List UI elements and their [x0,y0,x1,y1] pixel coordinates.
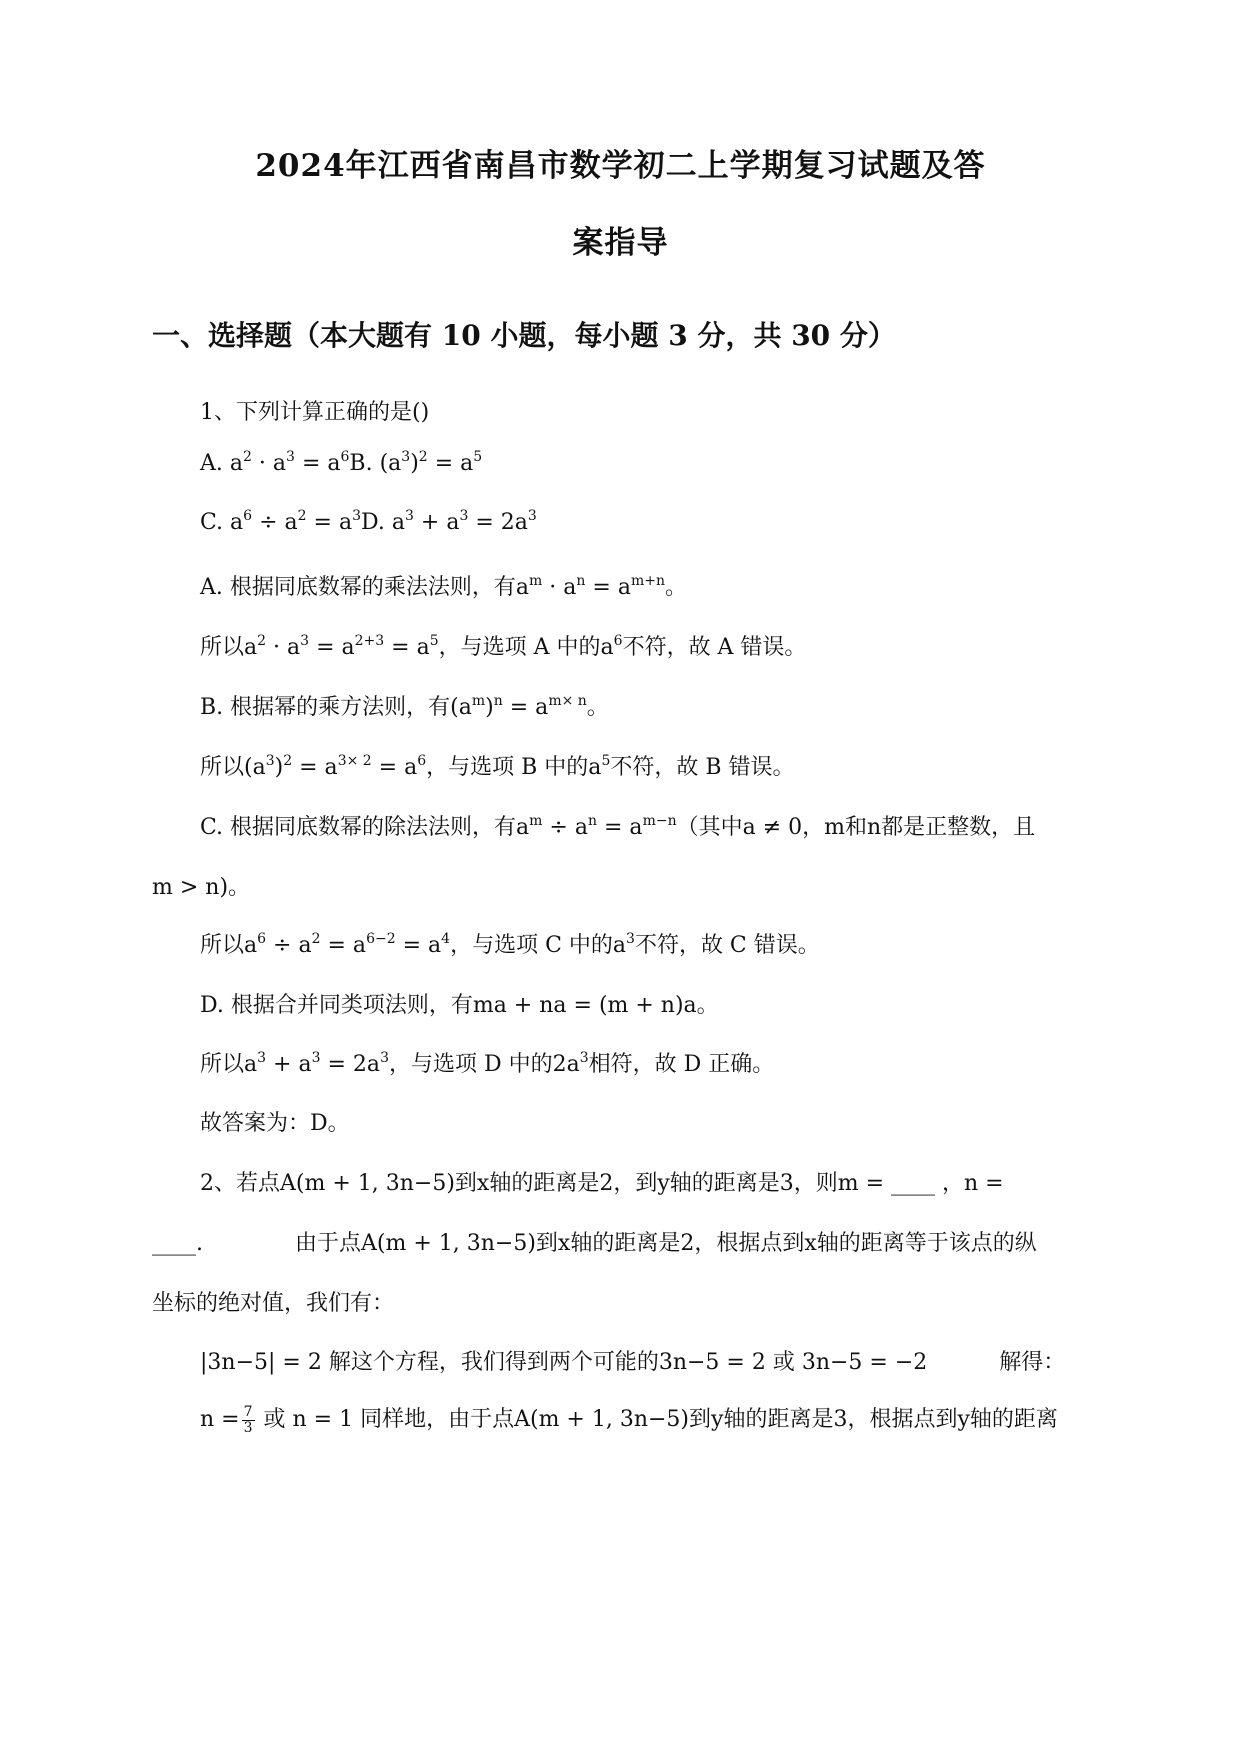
document-title-line2: 案指导 [572,225,669,261]
question-1-options-ab: A. $a^2 \cdot a^3 = a^6B$. $(a^3)^2 = a^5$ [200,449,483,476]
explain-b-result: 所以$(a^3)^2 = a^{3\times 2} = a^6$，与选项 B 中的$a^5$不符，故 B 错误。 [200,753,795,780]
fraction: $\frac{7}{3}$ [243,1403,253,1436]
question-2-solution: n = $\frac{7}{3}$ 或 n = 1 同样地，由于点A(m + 1, 3n−5)到y轴的距离是3，根据点到y轴的距离 [200,1403,1058,1436]
explain-c-rule: C. 根据同底数幂的除法法则，有$a^m \div a^n = a^{m-n}$（其中a ≠ 0，m和n都是正整数，且 [200,813,1036,840]
explain-c-result: 所以$a^6 \div a^2 = a^{6-2} = a^4$，与选项 C 中的$a^3$不符，故 C 错误。 [200,931,820,958]
explain-b-rule: B. 根据幂的乘方法则，有$(a^m)^n = a^{m\times n}$。 [200,693,609,720]
question-2-line3: 坐标的绝对值，我们有： [152,1291,395,1316]
explain-d-rule: D. 根据合并同类项法则，有ma + na = (m + n)a。 [200,993,719,1018]
question-2-equation: |3n−5| = 2 解这个方程，我们得到两个可能的3n−5 = 2 或 3n−5 = −2 解得： [200,1350,1066,1375]
explain-d-result: 所以$a^3 + a^3 = 2a^3$，与选项 D 中的$2a^3$相符，故 D 正确。 [200,1050,775,1077]
explain-a-result: 所以$a^2 \cdot a^3 = a^{2+3} = a^5$，与选项 A 中的$a^6$不符，故 A 错误。 [200,633,807,660]
question-1-answer: 故答案为：D。 [200,1111,350,1136]
document-title-line1: 2024年江西省南昌市数学初二上学期复习试题及答 [255,148,986,184]
question-2-line2: ____. 由于点A(m + 1, 3n−5)到x轴的距离是2，根据点到x轴的距离等于该点的纵 [152,1231,1037,1256]
explain-a-rule: A. 根据同底数幂的乘法法则，有$a^m \cdot a^n = a^{m+n}$。 [200,573,688,600]
question-1-stem: 1、下列计算正确的是() [200,400,430,425]
question-1-options-cd: C. $a^6 \div a^2 = a^3D$. $a^3 + a^3 = 2a^3$ [200,508,537,535]
section-heading: 一、选择题（本大题有 10 小题，每小题 3 分，共 30 分） [152,319,896,352]
question-2-stem: 2、若点A(m + 1, 3n−5)到x轴的距离是2，到y轴的距离是3，则m = ____ ，n = [200,1171,1004,1196]
answer-blank: ____. [152,1231,203,1256]
explain-c-rule-cont: m > n)。 [152,875,251,900]
